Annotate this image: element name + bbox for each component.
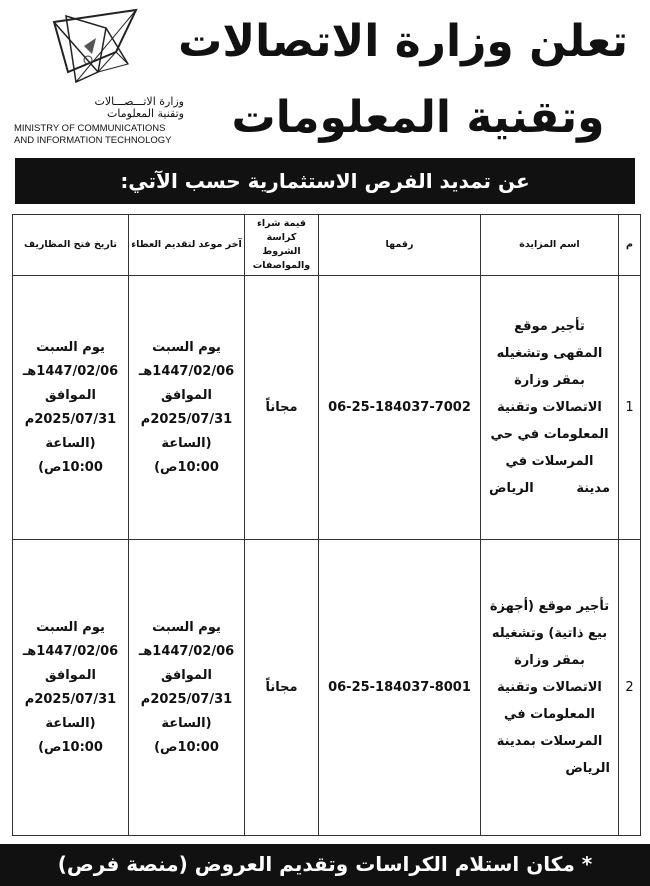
header-ref: رقمها [319, 215, 481, 276]
opening-agree: الموافق [45, 667, 96, 683]
logo-arabic-line2: وتقنية المعلومات [107, 107, 184, 120]
table-header-row [13, 215, 641, 276]
booklet-price: مجاناً [245, 276, 319, 540]
header-opening: تاريخ فتح المظاريف [13, 215, 129, 276]
row-num: 2 [619, 540, 641, 836]
opening-date [13, 540, 129, 836]
auction-ref: 06-25-184037-7002 [319, 276, 481, 540]
deadline-hijri: 1447/02/06هـ [138, 643, 235, 659]
logo-english-line2: AND INFORMATION TECHNOLOGY [14, 135, 172, 146]
opening-time-label: (الساعة [45, 435, 96, 451]
ministry-emblem-icon [46, 8, 142, 92]
opening-time-label: (الساعة [45, 715, 96, 731]
deadline-date [129, 540, 245, 836]
header-num: م [619, 215, 641, 276]
subtitle-banner: عن تمديد الفرص الاستثمارية حسب الآتي: [15, 158, 635, 204]
opening-time: 10:00ص) [38, 739, 103, 755]
deadline-greg: 2025/07/31م [140, 691, 233, 707]
deadline-time: 10:00ص) [154, 459, 219, 475]
ministry-logo [12, 8, 192, 148]
auction-name: تأجير موقع المقهى وتشغيله بمقر وزارة الاتصالات وتقنية المعلومات في حي المرسلات في مدينة الرياض [481, 276, 619, 540]
deadline-day: يوم السبت [152, 339, 221, 355]
logo-arabic-line1: وزارة الاتـــصـــالات [94, 95, 184, 108]
opening-agree: الموافق [45, 387, 96, 403]
deadline-date [129, 276, 245, 540]
header-name: اسم المزايدة [481, 215, 619, 276]
deadline-time-label: (الساعة [161, 435, 212, 451]
opening-hijri: 1447/02/06هـ [22, 643, 119, 659]
deadline-agree: الموافق [161, 667, 212, 683]
auction-ref: 06-25-184037-8001 [319, 540, 481, 836]
header-price: قيمة شراء كراسة الشروط والمواصفات [245, 215, 319, 276]
opening-day: يوم السبت [36, 339, 105, 355]
booklet-price: مجاناً [245, 540, 319, 836]
logo-english-line1: MINISTRY OF COMMUNICATIONS [14, 123, 166, 134]
opening-greg: 2025/07/31م [24, 691, 117, 707]
deadline-hijri: 1447/02/06هـ [138, 363, 235, 379]
row-num: 1 [619, 276, 641, 540]
submission-note-banner: * مكان استلام الكراسات وتقديم العروض (منصة فرص) [0, 844, 650, 886]
opening-greg: 2025/07/31م [24, 411, 117, 427]
deadline-time: 10:00ص) [154, 739, 219, 755]
opening-hijri: 1447/02/06هـ [22, 363, 119, 379]
opening-time: 10:00ص) [38, 459, 103, 475]
auction-name: تأجير موقع (أجهزة بيع ذاتية) وتشغيله بمقر وزارة الاتصالات وتقنية المعلومات في المرسلات بمدينة الرياض [481, 540, 619, 836]
page-title-line1: تعلن وزارة الاتصالات [178, 16, 628, 67]
opening-day: يوم السبت [36, 619, 105, 635]
deadline-agree: الموافق [161, 387, 212, 403]
opportunities-table [12, 214, 641, 836]
table-row [13, 276, 641, 540]
page-title-line2: وتقنية المعلومات [231, 92, 605, 143]
header-deadline: آخر موعد لتقديم العطاء [129, 215, 245, 276]
deadline-time-label: (الساعة [161, 715, 212, 731]
deadline-day: يوم السبت [152, 619, 221, 635]
opening-date [13, 276, 129, 540]
deadline-greg: 2025/07/31م [140, 411, 233, 427]
table-row [13, 540, 641, 836]
